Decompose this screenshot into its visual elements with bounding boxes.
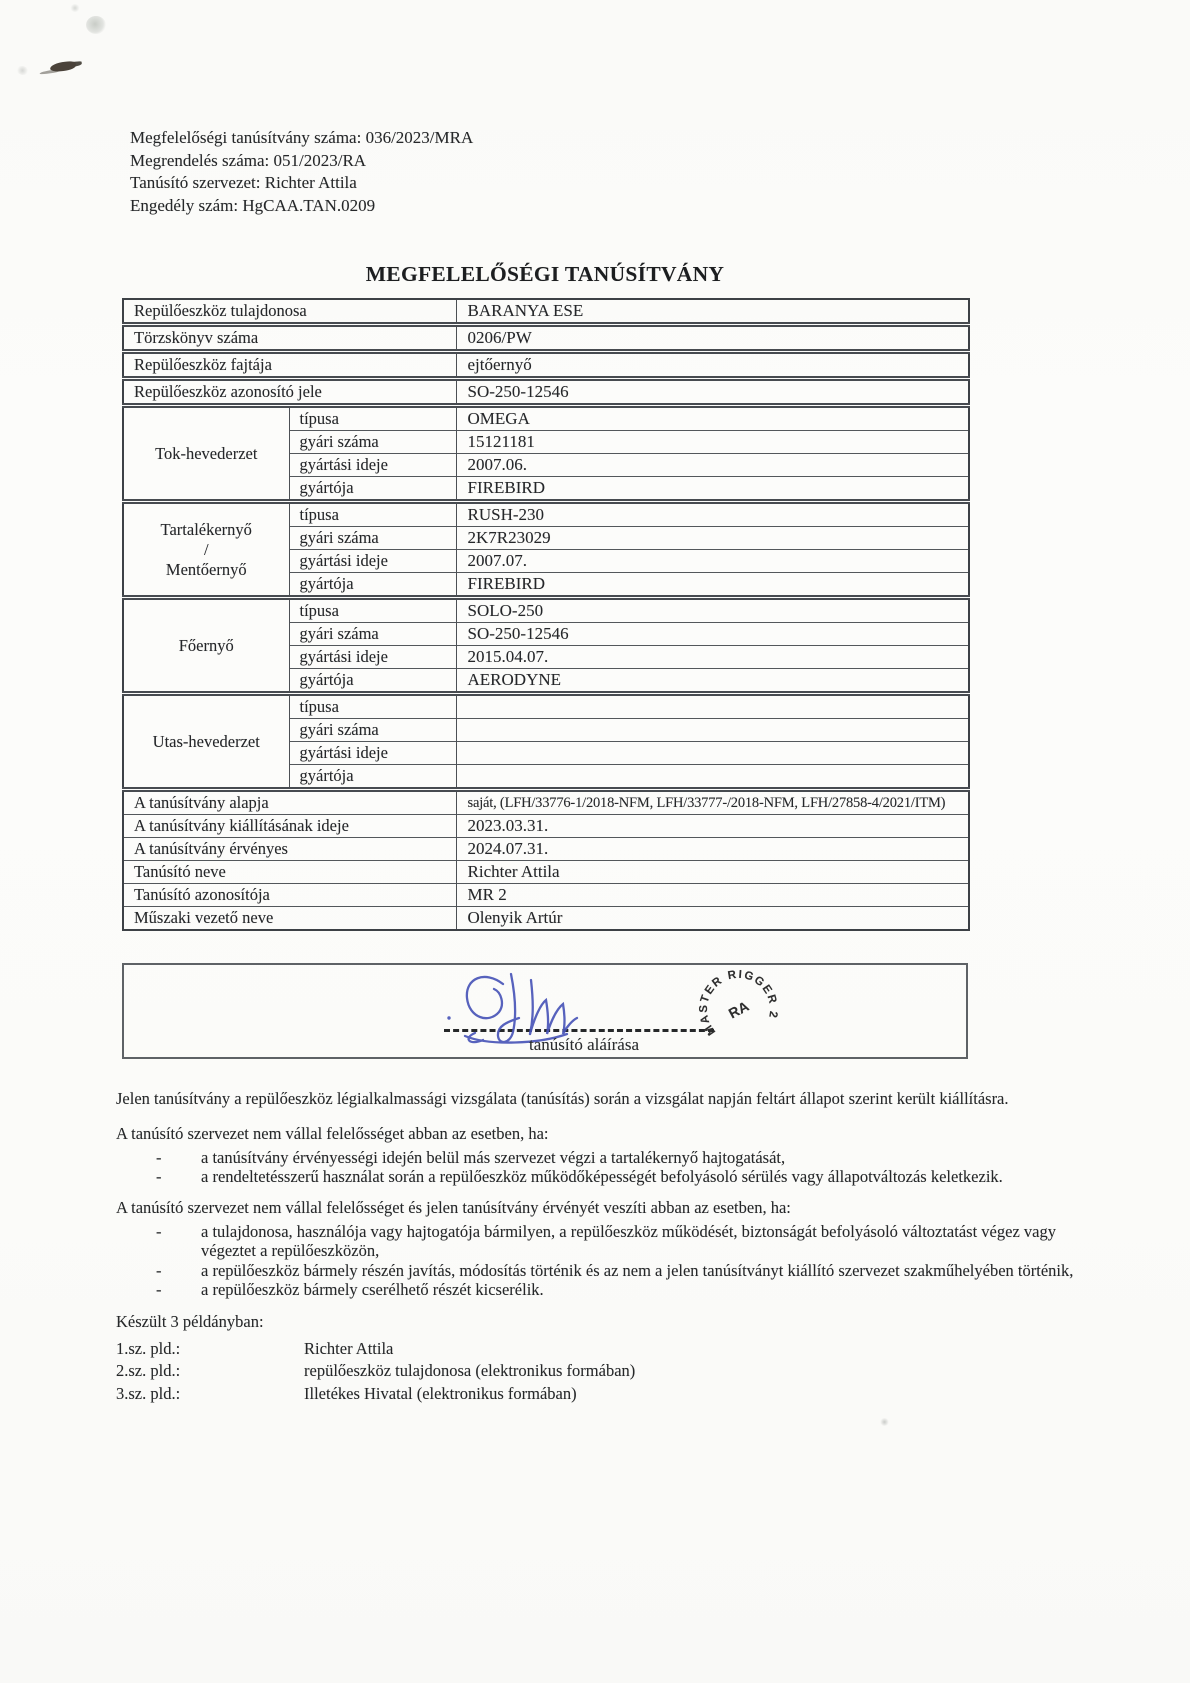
copy-value: Richter Attila — [304, 1338, 394, 1358]
field-value: 2K7R23029 — [456, 527, 969, 550]
table-row — [123, 694, 969, 719]
disclaimer-heading: A tanúsító szervezet nem vállal felelősséget abban az esetben, ha: — [116, 1124, 549, 1143]
field-value: OMEGA — [456, 406, 969, 431]
sub-field-label: gyári száma — [289, 527, 456, 550]
table-row — [123, 325, 969, 352]
issued-statement: Jelen tanúsítvány a repülőeszköz légialkalmassági vizsgálata (tanúsítás) során a vizsgálat napján feltárt állapot szerint került kiállításra. — [116, 1089, 1009, 1108]
field-value — [456, 694, 969, 719]
copies-heading: Készült 3 példányban: — [116, 1312, 264, 1331]
bullet-marker: - — [156, 1221, 162, 1241]
list-item — [116, 1280, 1078, 1300]
sub-field-label: gyártási ideje — [289, 454, 456, 477]
field-value: SO-250-12546 — [456, 379, 969, 406]
field-value: 2024.07.31. — [456, 838, 969, 861]
field-value: 2015.04.07. — [456, 646, 969, 669]
sub-field-label: gyári száma — [289, 623, 456, 646]
copy-label: 2.sz. pld.: — [116, 1361, 181, 1380]
scan-smudge — [15, 64, 30, 76]
scan-smudge — [86, 16, 106, 34]
stamp-ring-text: MASTER RIGGER 2 — [697, 968, 780, 1038]
disclaimer-heading: A tanúsító szervezet nem vállal felelősséget és jelen tanúsítvány érvényét veszíti abban az esetben, ha: — [116, 1198, 791, 1217]
bullet-text: a repülőeszköz bármely részén javítás, módosítás történik és az nem a jelen tanúsítványt kiállító szervezet szakműhelyében történik, — [201, 1260, 1074, 1280]
disclaimer-section-2 — [116, 1198, 1078, 1300]
table-row — [123, 598, 969, 623]
group-label: Tok-hevederzet — [123, 406, 289, 502]
field-label: Repülőeszköz azonosító jele — [123, 379, 456, 406]
table-row — [123, 379, 969, 406]
field-value: AERODYNE — [456, 669, 969, 694]
order-number-line: Megrendelés száma: 051/2023/RA — [130, 150, 367, 170]
list-item — [116, 1261, 1078, 1281]
table-row — [123, 815, 969, 838]
copies-section — [116, 1312, 876, 1405]
sub-field-label: gyártási ideje — [289, 646, 456, 669]
table-row — [123, 299, 969, 325]
certifier-organization-line: Tanúsító szervezet: Richter Attila — [130, 173, 357, 192]
field-value: Olenyik Artúr — [456, 907, 969, 931]
sub-field-label: gyártója — [289, 573, 456, 598]
list-item — [116, 1222, 1078, 1261]
scan-smudge — [70, 4, 80, 12]
permit-number-line: Engedély szám: HgCAA.TAN.0209 — [130, 195, 376, 215]
table-row — [123, 907, 969, 931]
field-value: ejtőernyő — [456, 352, 969, 379]
scan-smudge — [880, 1418, 889, 1426]
document-title: MEGFELELŐSÉGI TANÚSÍTVÁNY — [365, 262, 725, 286]
field-label: Műszaki vezető neve — [123, 907, 456, 931]
signature-box — [122, 963, 968, 1059]
bullet-marker: - — [156, 1147, 162, 1167]
disclaimer-section-1 — [116, 1124, 1074, 1187]
group-label: Tartalékernyő / Mentőernyő — [123, 502, 289, 598]
field-value: 2023.03.31. — [456, 815, 969, 838]
sub-field-label: típusa — [289, 598, 456, 623]
group-label: Főernyő — [123, 598, 289, 694]
field-value: RUSH-230 — [456, 502, 969, 527]
field-value: FIREBIRD — [456, 477, 969, 502]
bullet-text: a tulajdonosa, használója vagy hajtogatója bármilyen, a repülőeszköz működését, biztonságát befolyásoló változtatást végez vagy végeztet a repülőeszközön, — [201, 1221, 1056, 1260]
field-value: FIREBIRD — [456, 573, 969, 598]
field-value: 2007.06. — [456, 454, 969, 477]
field-label: Repülőeszköz fajtája — [123, 352, 456, 379]
table-row — [123, 406, 969, 431]
table-row — [123, 352, 969, 379]
field-value: MR 2 — [456, 884, 969, 907]
list-item — [116, 1148, 1074, 1168]
field-label: A tanúsítvány alapja — [123, 790, 456, 815]
field-label: A tanúsítvány kiállításának ideje — [123, 815, 456, 838]
sub-field-label: típusa — [289, 406, 456, 431]
field-value: SOLO-250 — [456, 598, 969, 623]
field-value — [456, 765, 969, 790]
stamp-center-text: RA — [726, 998, 752, 1023]
table-row — [123, 790, 969, 815]
bullet-text: a repülőeszköz bármely cserélhető részét kicserélik. — [201, 1280, 544, 1299]
list-item — [116, 1383, 876, 1406]
field-value: BARANYA ESE — [467, 301, 584, 320]
signature-caption: tanúsító aláírása — [529, 1035, 639, 1054]
list-item — [116, 1360, 876, 1383]
field-value: SO-250-12546 — [456, 623, 969, 646]
table-row — [123, 838, 969, 861]
sub-field-label: gyártója — [289, 669, 456, 694]
bullet-marker: - — [156, 1280, 162, 1299]
list-item — [116, 1338, 876, 1361]
table-row — [123, 502, 969, 527]
copy-label: 3.sz. pld.: — [116, 1383, 181, 1403]
copy-value: Illetékes Hivatal (elektronikus formában) — [304, 1383, 577, 1403]
field-label: Repülőeszköz tulajdonosa — [123, 299, 456, 325]
sub-field-label: gyári száma — [289, 719, 456, 742]
field-value — [456, 742, 969, 765]
field-value: 2007.07. — [456, 550, 969, 573]
certificate-table — [122, 298, 970, 931]
copy-value: repülőeszköz tulajdonosa (elektronikus formában) — [304, 1361, 636, 1380]
bullet-marker: - — [156, 1167, 162, 1186]
sub-field-label: típusa — [289, 502, 456, 527]
field-label: A tanúsítvány érvényes — [123, 838, 456, 861]
sub-field-label: gyártási ideje — [289, 550, 456, 573]
certificate-number-line: Megfelelőségi tanúsítvány száma: 036/2023/MRA — [130, 128, 474, 147]
sub-field-label: típusa — [289, 694, 456, 719]
group-label: Utas-hevederzet — [123, 694, 289, 790]
field-value: saját, (LFH/33776-1/2018-NFM, LFH/33777-/2018-NFM, LFH/27858-4/2021/ITM) — [456, 790, 969, 815]
sub-field-label: gyártási ideje — [289, 742, 456, 765]
document-header — [130, 127, 473, 217]
bullet-text: a rendeltetésszerű használat során a repülőeszköz működőképességét befolyásoló sérülés vagy állapotváltozás keletkezik. — [201, 1167, 1003, 1186]
field-label: Tanúsító neve — [123, 861, 456, 884]
copy-label: 1.sz. pld.: — [116, 1338, 181, 1358]
list-item — [116, 1167, 1074, 1187]
sub-field-label: gyári száma — [289, 431, 456, 454]
table-row — [123, 884, 969, 907]
table-row — [123, 861, 969, 884]
field-label: Tanúsító azonosítója — [123, 884, 456, 907]
field-label: Törzskönyv száma — [123, 325, 456, 352]
field-value: 15121181 — [456, 431, 969, 454]
field-value: Richter Attila — [456, 861, 969, 884]
bullet-marker: - — [156, 1260, 162, 1280]
field-value: 0206/PW — [456, 325, 969, 352]
field-value — [456, 719, 969, 742]
scan-smudge — [50, 61, 77, 73]
sub-field-label: gyártója — [289, 765, 456, 790]
bullet-text: a tanúsítvány érvényességi idején belül más szervezet végzi a tartalékernyő hajtogatását, — [201, 1147, 786, 1167]
sub-field-label: gyártója — [289, 477, 456, 502]
